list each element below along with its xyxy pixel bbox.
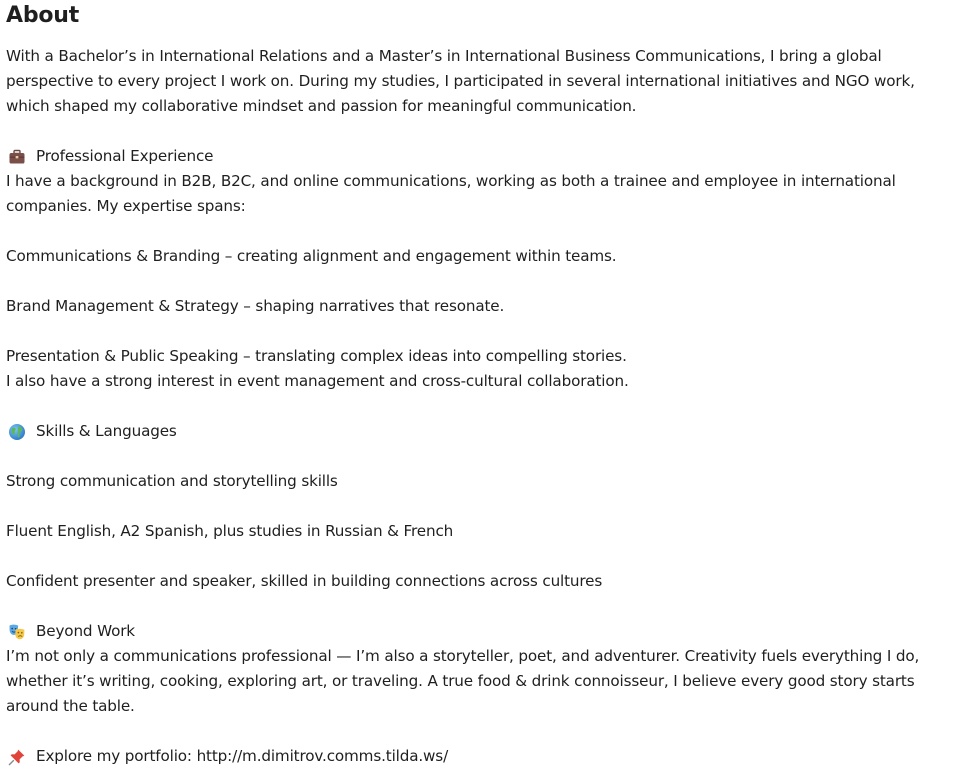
portfolio-link[interactable]: http://m.dimitrov.comms.tilda.ws/ <box>196 747 449 765</box>
experience-intro-line-2: companies. My expertise spans: <box>6 197 246 215</box>
spacer <box>6 594 951 619</box>
section-title: About <box>6 3 80 28</box>
spacer <box>6 494 951 519</box>
about-text <box>6 44 951 769</box>
experience-intro-line-1: I have a background in B2B, B2C, and online communications, working as both a trainee and employee in international <box>6 172 896 190</box>
spacer <box>6 719 951 744</box>
skill-item-languages: Fluent English, A2 Spanish, plus studies in Russian & French <box>6 522 454 540</box>
intro-line-3: which shaped my collaborative mindset and passion for meaningful communication. <box>6 97 637 115</box>
about-section <box>6 0 951 769</box>
portfolio-label: Explore my portfolio: <box>36 747 197 765</box>
experience-heading <box>6 144 951 169</box>
experience-closing: I also have a strong interest in event management and cross-cultural collaboration. <box>6 372 629 390</box>
skills-heading <box>6 419 951 444</box>
pushpin-icon <box>8 748 26 766</box>
spacer <box>6 544 951 569</box>
portfolio-line <box>6 744 951 769</box>
skill-item-presenter: Confident presenter and speaker, skilled in building connections across cultures <box>6 572 603 590</box>
beyond-text-line-1: I’m not only a communications professional — I’m also a storyteller, poet, and adventurer. Creativity fuels everything I do, <box>6 647 920 665</box>
experience-heading-text: Professional Experience <box>36 147 214 165</box>
expertise-item-communications: Communications & Branding – creating alignment and engagement within teams. <box>6 247 617 265</box>
spacer <box>6 394 951 419</box>
beyond-text-line-3: around the table. <box>6 697 135 715</box>
beyond-heading <box>6 619 951 644</box>
beyond-text-line-2: whether it’s writing, cooking, exploring art, or traveling. A true food & drink connoisseur, I believe every good story starts <box>6 672 915 690</box>
spacer <box>6 269 951 294</box>
spacer <box>6 319 951 344</box>
spacer <box>6 219 951 244</box>
skills-heading-text: Skills & Languages <box>36 422 177 440</box>
spacer <box>6 444 951 469</box>
briefcase-icon <box>8 148 26 166</box>
expertise-item-brand: Brand Management & Strategy – shaping narratives that resonate. <box>6 297 505 315</box>
intro-line-2: perspective to every project I work on. During my studies, I participated in several international initiatives and NGO work, <box>6 72 915 90</box>
spacer <box>6 119 951 144</box>
skill-item-communication: Strong communication and storytelling skills <box>6 472 338 490</box>
beyond-heading-text: Beyond Work <box>36 622 135 640</box>
theater-masks-icon <box>8 623 26 641</box>
globe-icon <box>8 423 26 441</box>
intro-line-1: With a Bachelor’s in International Relations and a Master’s in International Business Communications, I bring a global <box>6 47 882 65</box>
expertise-item-presentation: Presentation & Public Speaking – translating complex ideas into compelling stories. <box>6 347 627 365</box>
